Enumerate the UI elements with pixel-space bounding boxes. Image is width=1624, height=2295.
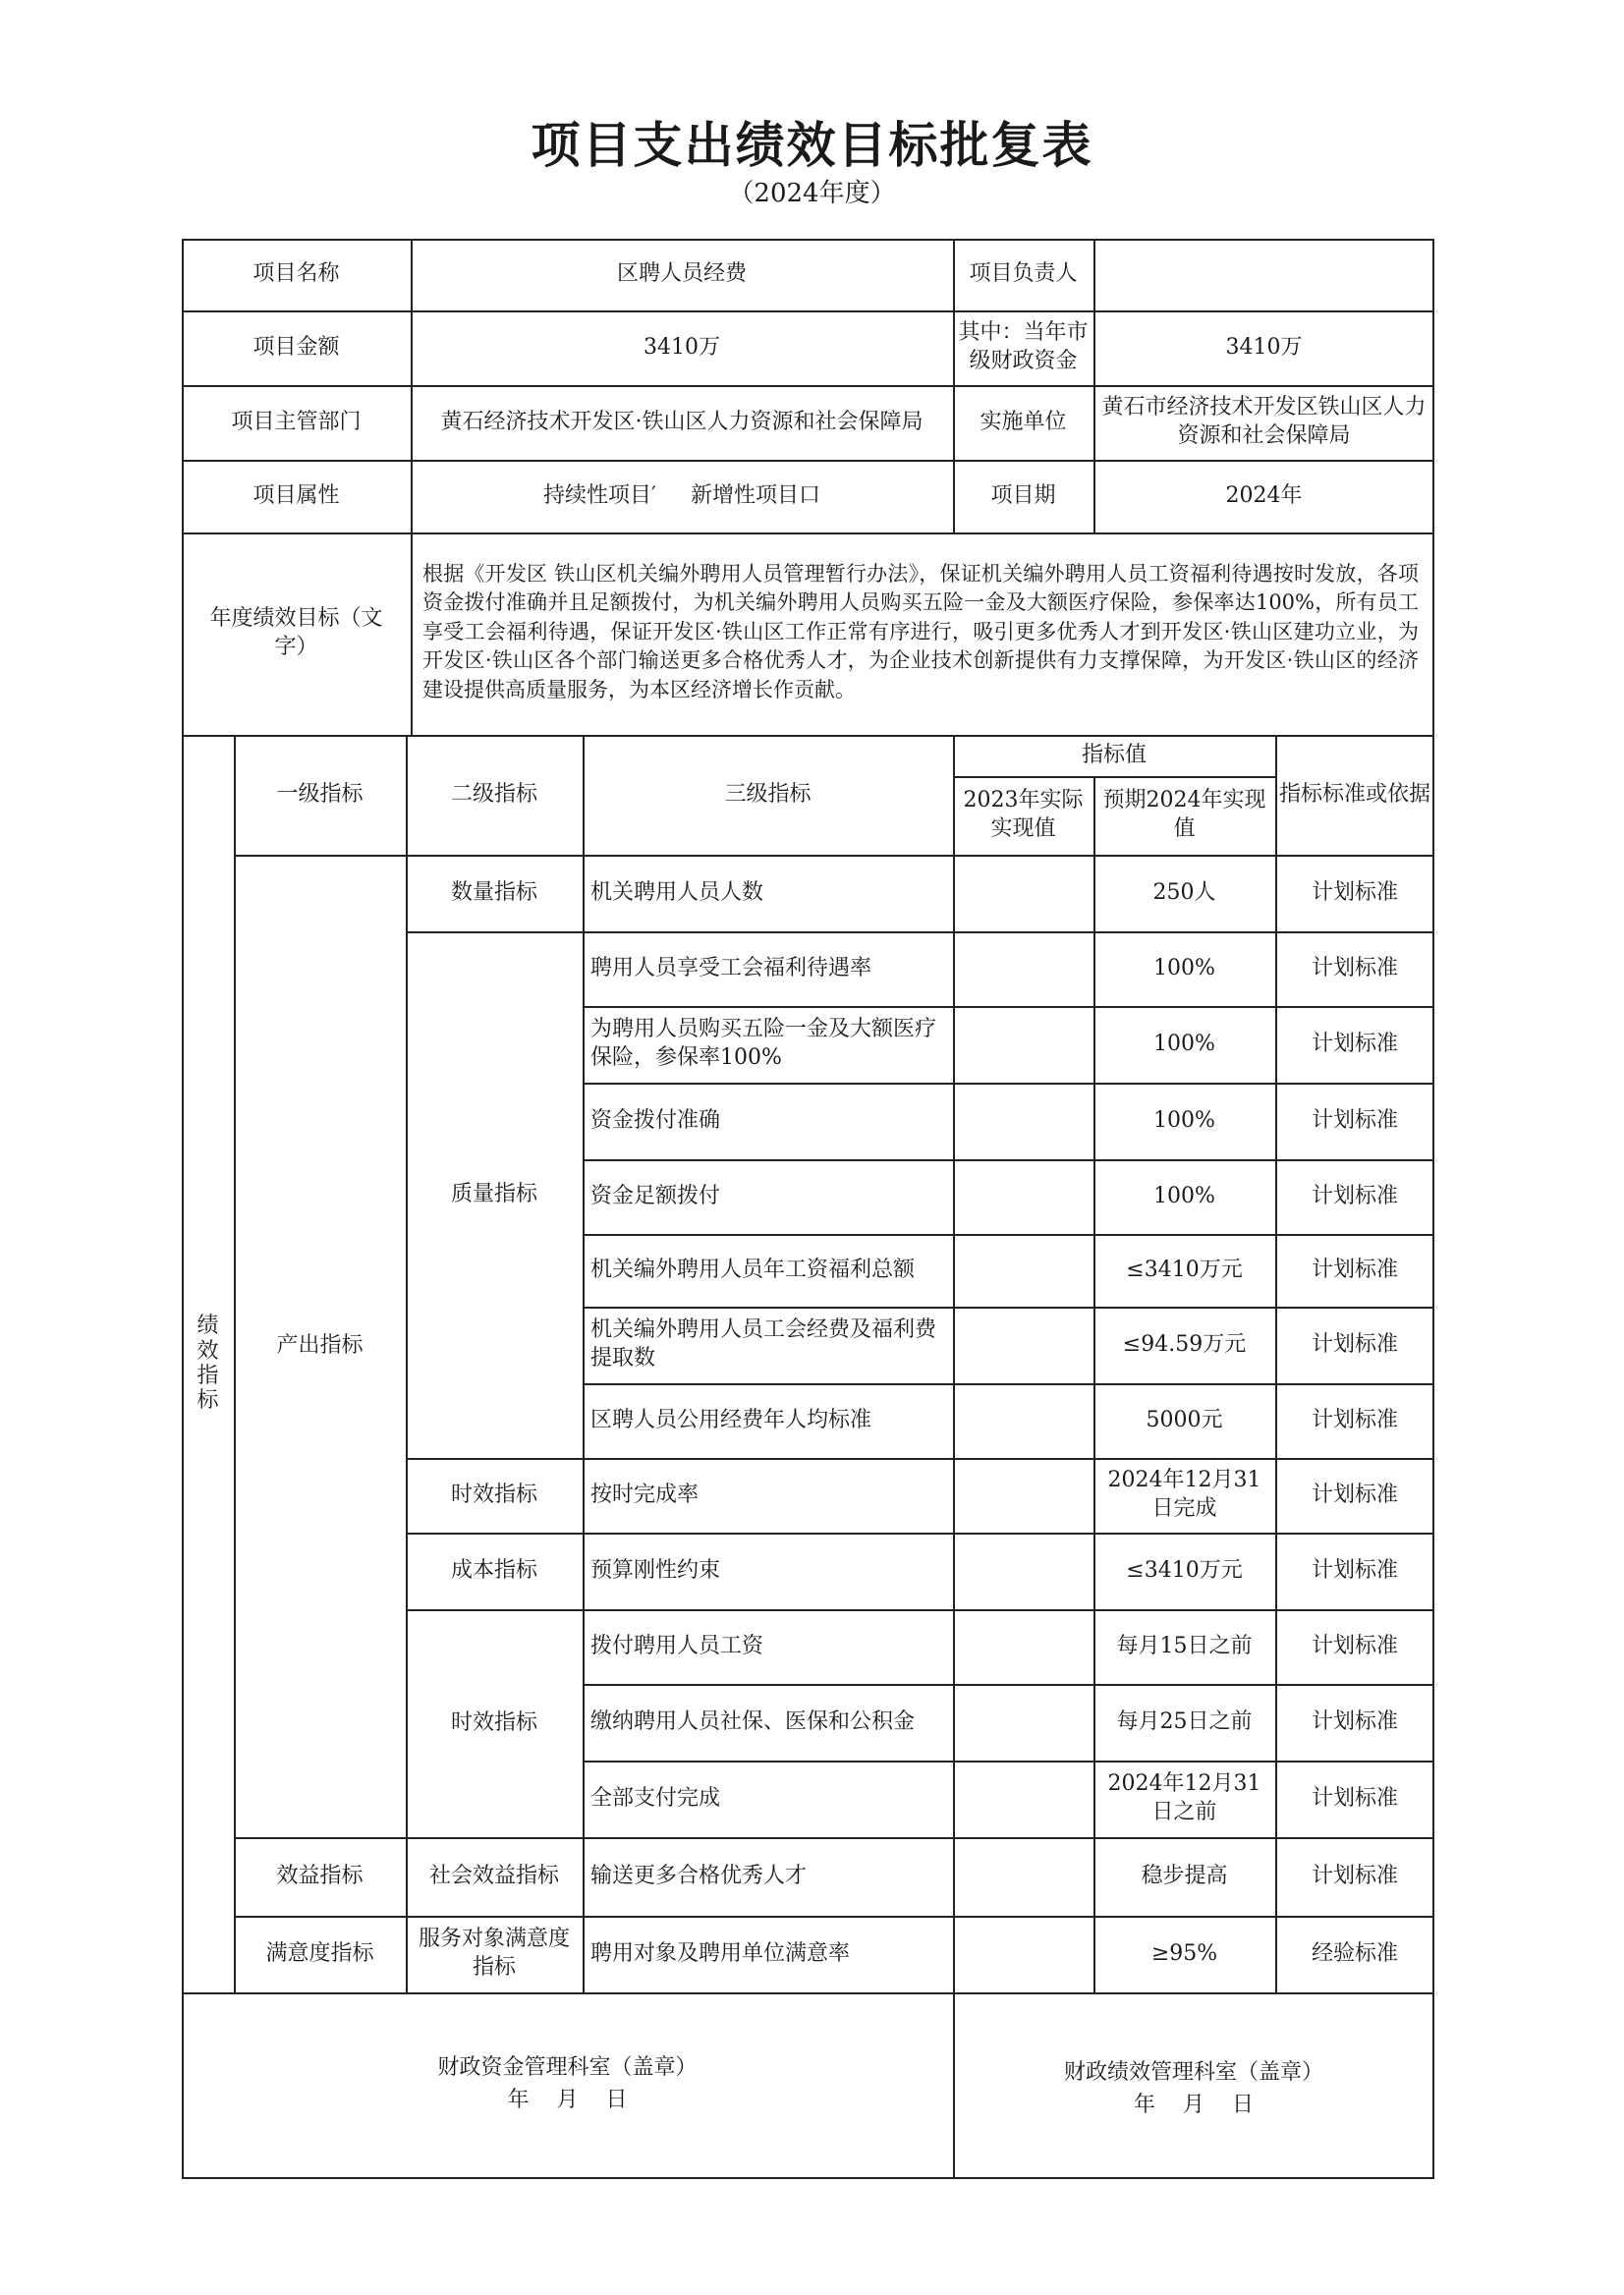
goal-text: 根据《开发区 铁山区机关编外聘用人员管理暂行办法》，保证机关编外聘用人员工资福利待遇按时发放，各项资金拨付准确并且足额拨付，为机关编外聘用人员购买五险一金及大额医疗保险，参保率达100%，所有员工享受工会福利待遇，保证开发区·铁山区工作正常有序进行，吸引更多优秀人才到开发区·铁山区建功立业，为开发区·铁山区各个部门输送更多合格优秀人才，为企业技术创新提供有力支撑保障，为开发区·铁山区的经济建设提供高质量服务，为本区经济增长作贡献。 — [422, 562, 1419, 701]
indicator-section-char: 绩 — [196, 1314, 219, 1339]
indicator-name: 资金拨付准确 — [590, 1107, 721, 1133]
col-level2: 二级指标 — [450, 781, 537, 807]
table-rule-h — [182, 1992, 1434, 1994]
period-label: 项目期 — [990, 482, 1056, 508]
level2-cell: 时效指标 — [450, 1709, 537, 1735]
level1-output: 产出指标 — [276, 1332, 364, 1358]
col-level3: 三级指标 — [724, 781, 812, 807]
indicator-actual — [953, 1234, 1093, 1307]
level2-cell: 数量指标 — [450, 879, 537, 905]
indicator-basis: 计划标准 — [1311, 1633, 1398, 1658]
indicator-name: 预算刚性约束 — [590, 1557, 721, 1583]
finance-fund-signature-title: 财政资金管理科室（盖章） — [437, 2055, 698, 2080]
indicator-section-label — [182, 735, 234, 1992]
level2-cell: 服务对象满意度指标 — [418, 1927, 570, 1980]
indicator-basis: 计划标准 — [1311, 1331, 1398, 1357]
finance-performance-signature-title: 财政绩效管理科室（盖章） — [1063, 2060, 1323, 2085]
level2-cell: 质量指标 — [450, 1181, 537, 1206]
level1-satisfaction: 满意度指标 — [265, 1940, 374, 1966]
project-name-label: 项目名称 — [252, 261, 340, 287]
indicator-name: 区聘人员公用经费年人均标准 — [590, 1407, 872, 1432]
indicator-actual — [953, 1083, 1093, 1159]
indicator-name: 为聘用人员购买五险一金及大额医疗保险，参保率100% — [590, 1017, 937, 1070]
indicator-actual — [953, 1307, 1093, 1383]
goal-label: 年度绩效目标（文字） — [209, 606, 383, 659]
indicator-target: ≥95% — [1150, 1940, 1218, 1966]
indicator-actual — [953, 1609, 1093, 1684]
city-fund-label: 其中：当年市级财政资金 — [958, 320, 1089, 373]
indicator-actual — [953, 1383, 1093, 1458]
indicator-name: 聘用人员享受工会福利待遇率 — [590, 955, 872, 980]
indicator-target: 250人 — [1152, 879, 1216, 905]
impl-value: 黄石市经济技术开发区铁山区人力资源和社会保障局 — [1101, 395, 1427, 448]
indicator-actual — [953, 855, 1093, 931]
dept-label: 项目主管部门 — [231, 409, 362, 434]
amount-value: 3410万 — [644, 334, 720, 360]
indicator-target: 100% — [1153, 955, 1215, 980]
project-leader-value — [1093, 239, 1434, 310]
indicator-actual — [953, 931, 1093, 1006]
indicator-target: ≤3410万元 — [1126, 1257, 1243, 1282]
level2-cell: 成本指标 — [450, 1557, 537, 1583]
col-value: 指标值 — [1081, 742, 1147, 767]
indicator-name: 聘用对象及聘用单位满意率 — [590, 1940, 851, 1966]
col-level1: 一级指标 — [276, 781, 364, 807]
page-title: 项目支出绩效目标批复表 — [531, 117, 1093, 174]
table-rule-v — [406, 735, 408, 1992]
dept-value: 黄石经济技术开发区·铁山区人力资源和社会保障局 — [440, 409, 924, 434]
indicator-basis: 计划标准 — [1311, 1183, 1398, 1208]
indicator-target: ≤94.59万元 — [1122, 1331, 1247, 1357]
indicator-name: 输送更多合格优秀人才 — [590, 1863, 808, 1888]
impl-label: 实施单位 — [980, 409, 1067, 434]
indicator-target: 5000元 — [1146, 1407, 1223, 1432]
indicator-actual — [953, 1533, 1093, 1609]
level2-cell: 时效指标 — [450, 1482, 537, 1507]
indicator-target: 2024年12月31日完成 — [1107, 1468, 1261, 1521]
indicator-target: 每月25日之前 — [1116, 1708, 1253, 1734]
col-2023: 2023年实际实现值 — [963, 788, 1084, 841]
indicator-basis: 计划标准 — [1311, 1557, 1398, 1583]
attr-value: 持续性项目′ 新增性项目口 — [543, 482, 820, 508]
level1-benefit: 效益指标 — [276, 1863, 364, 1888]
finance-fund-signature-date: 年 月 日 — [507, 2088, 628, 2112]
indicator-basis: 计划标准 — [1311, 1407, 1398, 1432]
indicator-target: ≤3410万元 — [1126, 1557, 1243, 1583]
finance-performance-signature-date: 年 月 日 — [1134, 2093, 1254, 2117]
indicator-name: 缴纳聘用人员社保、医保和公积金 — [590, 1708, 916, 1734]
indicator-target: 100% — [1153, 1107, 1215, 1133]
indicator-actual — [953, 1837, 1093, 1916]
indicator-actual — [953, 1761, 1093, 1837]
indicator-name: 拨付聘用人员工资 — [590, 1633, 764, 1658]
finance-performance-signature — [953, 2056, 1434, 2121]
indicator-section-char: 标 — [196, 1388, 219, 1414]
indicator-section-char: 效 — [196, 1338, 219, 1364]
indicator-actual — [953, 1159, 1093, 1234]
project-name-value: 区聘人员经费 — [616, 261, 747, 287]
indicator-basis: 经验标准 — [1311, 1940, 1398, 1966]
page-subtitle: （2024年度） — [728, 179, 896, 208]
indicator-target: 2024年12月31日之前 — [1107, 1771, 1261, 1824]
indicator-basis: 计划标准 — [1311, 1031, 1398, 1056]
indicator-actual — [953, 1684, 1093, 1761]
indicator-basis: 计划标准 — [1311, 1257, 1398, 1282]
indicator-name: 资金足额拨付 — [590, 1183, 721, 1208]
indicator-basis: 计划标准 — [1311, 879, 1398, 905]
indicator-actual — [953, 1458, 1093, 1533]
indicator-basis: 计划标准 — [1311, 1863, 1398, 1888]
indicator-basis: 计划标准 — [1311, 1107, 1398, 1133]
indicator-name: 机关编外聘用人员年工资福利总额 — [590, 1257, 916, 1282]
indicator-target: 100% — [1153, 1183, 1215, 1208]
indicator-target: 100% — [1153, 1031, 1215, 1056]
col-2024: 预期2024年实现值 — [1102, 788, 1266, 841]
attr-label: 项目属性 — [252, 482, 340, 508]
indicator-basis: 计划标准 — [1311, 1482, 1398, 1507]
finance-fund-signature — [182, 2051, 953, 2116]
indicator-name: 全部支付完成 — [590, 1785, 721, 1811]
city-fund-value: 3410万 — [1225, 334, 1303, 360]
indicator-actual — [953, 1006, 1093, 1083]
indicator-name: 按时完成率 — [590, 1482, 700, 1507]
indicator-basis: 计划标准 — [1311, 955, 1398, 980]
amount-label: 项目金额 — [252, 334, 340, 360]
indicator-section-char: 指 — [196, 1364, 219, 1388]
indicator-target: 每月15日之前 — [1116, 1633, 1253, 1658]
indicator-name: 机关聘用人员人数 — [590, 879, 764, 905]
project-leader-label: 项目负责人 — [969, 261, 1078, 287]
indicator-basis: 计划标准 — [1311, 1785, 1398, 1811]
col-basis: 指标标准或依据 — [1279, 781, 1431, 807]
period-value: 2024年 — [1225, 482, 1303, 508]
indicator-actual — [953, 1916, 1093, 1992]
indicator-target: 稳步提高 — [1141, 1863, 1228, 1888]
indicator-name: 机关编外聘用人员工会经费及福利费提取数 — [590, 1317, 937, 1371]
level2-cell: 社会效益指标 — [428, 1863, 559, 1888]
indicator-basis: 计划标准 — [1311, 1708, 1398, 1734]
